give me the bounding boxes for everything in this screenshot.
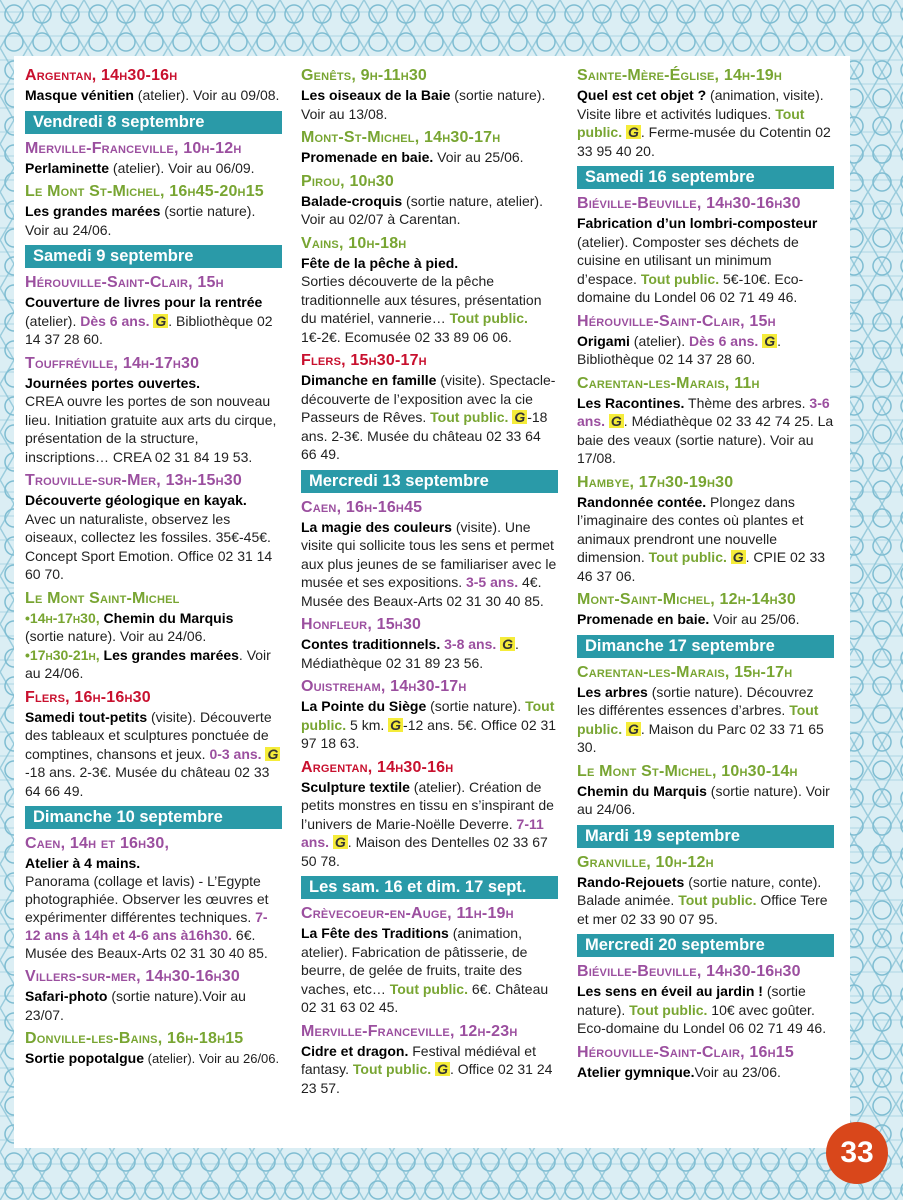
event-description: (atelier). — [25, 312, 81, 329]
event-description: Voir au 23/06. — [694, 1063, 781, 1080]
tout-public-label: Tout public. — [352, 1061, 432, 1077]
event-description: -18 ans. 2-3€. Musée du château 02 33 64 66 49. — [301, 409, 548, 462]
event-title: Perlaminette — [25, 159, 110, 176]
event-title: Dimanche en famille — [301, 372, 437, 388]
event-entry — [301, 1042, 558, 1098]
event-time: •14h-17h30, — [25, 609, 100, 626]
event-description: (sortie nature). Découvrez les différentes essences d’arbres. — [577, 683, 814, 718]
tout-public-label: Tout public. — [577, 702, 819, 737]
event-description: Voir au 25/06. — [709, 611, 800, 627]
event-title: Atelier à 4 mains. — [25, 855, 141, 871]
event-entry — [577, 1063, 834, 1082]
event-title: Les grandes marées — [25, 203, 161, 219]
event-city: Villers-sur-mer, 14h30-16h30 — [25, 968, 241, 985]
gratuit-badge: G — [502, 636, 514, 652]
age-range-label: Dès 6 ans. — [80, 312, 150, 329]
gratuit-badge: G — [732, 549, 744, 565]
event-entry — [577, 683, 834, 757]
event-description: Plongez dans l’imaginaire des contes où plantes et animaux prendront une nouvelle dimension. — [577, 493, 804, 565]
event-description: 10€ avec goûter. Eco-domaine du Londel 06 02 71 49 46. — [577, 1001, 827, 1036]
event-city: Granville, 10h-12h — [577, 853, 714, 871]
event-title: Balade-croquis — [301, 192, 403, 209]
event-entry — [25, 708, 282, 801]
event-description: (atelier). Composter ses déchets de cuisine en utilisant un minimum d’espace. — [577, 233, 799, 287]
gratuit-badge: G — [267, 745, 279, 762]
event-description: (sortie nature). Voir au 13/08. — [301, 87, 546, 122]
day-header: Samedi 16 septembre — [577, 166, 834, 189]
event-description: CREA ouvre les portes de son nouveau lieu. Initiation gratuite aux arts du cirque, présentation de la structure, inscriptions… CREA 02 31 84 19 53. — [25, 393, 277, 465]
event-description: (visite). Une visite qui sollicite tous les sens et permet aux plus jeunes de se familiariser avec le musée et ses expositions. — [301, 518, 557, 590]
event-city: Merville-Franceville, 12h-23h — [301, 1022, 518, 1040]
gratuit-badge: G — [764, 332, 776, 349]
event-city: Flers, 15h30-17h — [301, 352, 427, 369]
event-title: Chemin du Marquis — [577, 782, 707, 799]
event-entry — [25, 987, 282, 1024]
event-description: 1€-2€. Ecomusée 02 33 89 06 06. — [301, 328, 512, 345]
event-description: (atelier). Voir au 09/08. — [133, 87, 280, 103]
event-description: Panorama (collage et lavis) - L’Egypte photographiée. Observer les œuvres et expérimenter différentes techniques. — [25, 873, 269, 925]
event-description: (sortie nature, conte). Balade animée. — [577, 873, 822, 908]
event-title: Couverture de livres pour la rentrée — [25, 294, 263, 310]
event-entry — [577, 86, 834, 160]
event-city: Trouville-sur-Mer, 13h-15h30 — [25, 472, 242, 489]
event-title: Fabrication d’un lombri-composteur — [577, 215, 818, 231]
event-title: Les Racontines. — [577, 394, 685, 411]
event-city: Hambye, 17h30-19h30 — [577, 473, 734, 491]
day-header: Mercredi 13 septembre — [301, 470, 558, 493]
tout-public-label: Tout public. — [430, 409, 509, 425]
event-title: Randonnée contée. — [577, 493, 707, 510]
age-range-label: 3-6 ans. — [577, 394, 830, 429]
event-city: Vains, 10h-18h — [301, 234, 407, 252]
event-city: Carentan-les-Marais, 15h-17h — [577, 663, 793, 681]
event-city: Flers, 16h-16h30 — [25, 688, 151, 706]
age-range-label: 7-12 ans à 14h et 4-6 ans à16h30. — [25, 909, 268, 943]
event-title: La magie des couleurs — [301, 518, 452, 535]
event-entry — [25, 374, 282, 467]
tout-public-label: Tout public. — [389, 980, 468, 997]
day-header: Mercredi 20 septembre — [577, 934, 834, 957]
event-entry — [577, 214, 834, 307]
event-city: Caen, 16h-16h45 — [301, 498, 423, 516]
event-description: (atelier). — [629, 332, 690, 349]
event-title: Les sens en éveil au jardin ! — [577, 983, 763, 999]
event-entry — [301, 86, 558, 123]
day-header: Dimanche 17 septembre — [577, 635, 834, 658]
event-description: (sortie nature). — [426, 698, 526, 714]
event-city: Hérouville-Saint-Clair, 15h — [577, 312, 776, 330]
event-description: (atelier). Voir au 06/09. — [109, 159, 255, 176]
column-1 — [25, 66, 282, 1069]
event-title: Les oiseaux de la Baie — [301, 87, 451, 103]
column-2 — [301, 66, 558, 1097]
event-entry — [577, 394, 834, 468]
age-range-label: 0-3 ans. — [209, 745, 262, 762]
event-description: (animation, atelier). Fabrication de pâtisserie, de beurre, de gelée de fruits, traite des vaches, etc… — [301, 925, 528, 997]
day-header: Dimanche 10 septembre — [25, 806, 282, 829]
event-entry — [301, 518, 558, 611]
event-title: Atelier gymnique. — [577, 1063, 695, 1080]
event-title: Samedi tout-petits — [25, 708, 148, 725]
event-city: Biéville-Beuville, 14h30-16h30 — [577, 963, 801, 980]
event-description: . Voir au 24/06. — [25, 646, 271, 681]
event-description: Thème des arbres. — [684, 394, 810, 411]
event-description: . Bibliothèque 02 14 37 28 60. — [25, 312, 273, 347]
event-description: -12 ans. 5€. Office 02 31 97 18 63. — [301, 716, 557, 751]
gratuit-badge: G — [334, 834, 346, 850]
event-city: Honfleur, 15h30 — [301, 616, 422, 633]
event-description: (animation, visite). Visite libre et activités ludiques. — [577, 87, 824, 122]
event-title: Les arbres — [577, 683, 648, 700]
event-entry — [577, 982, 834, 1038]
age-range-label: 7-11 ans. — [301, 815, 544, 850]
event-title: Journées portes ouvertes. — [25, 374, 201, 391]
event-city: Genêts, 9h-11h30 — [301, 67, 428, 84]
event-title: Cidre et dragon. — [301, 1042, 409, 1059]
event-description: . Ferme-musée du Cotentin 02 33 95 40 20. — [577, 124, 831, 159]
event-entry — [301, 254, 558, 347]
event-title: Safari-photo — [25, 988, 108, 1004]
event-description: 5 km. — [346, 716, 389, 733]
event-description: (sortie nature). Voir au 24/06. — [25, 203, 256, 238]
gratuit-badge: G — [628, 720, 639, 737]
event-description: Avec un naturaliste, observez les oiseaux, collectez les fossiles. 35€-45€. Concept Sport Emotion. Office 02 31 14 60 70. — [25, 510, 273, 582]
event-entry — [577, 610, 834, 629]
tout-public-label: Tout public. — [678, 892, 757, 908]
event-city: Crèvecoeur-en-Auge, 11h-19h — [301, 905, 514, 922]
event-entry — [301, 635, 558, 672]
event-description: . Maison des Dentelles 02 33 67 50 78. — [301, 834, 548, 869]
day-header: Les sam. 16 et dim. 17 sept. — [301, 876, 558, 899]
event-city: Argentan, 14h30-16h — [301, 758, 454, 776]
event-description: Sorties découverte de la pêche traditionnelle aux tésures, présentation du matériel, vannerie… — [301, 273, 542, 326]
event-title: Masque vénitien — [25, 87, 134, 103]
tout-public-label: Tout public. — [629, 1001, 708, 1018]
event-entry — [301, 371, 558, 464]
gratuit-badge: G — [390, 716, 402, 733]
event-city: Biéville-Beuville, 14h30-16h30 — [577, 195, 801, 212]
event-title: Contes traditionnels. — [301, 636, 441, 652]
event-city: Ouistreham, 14h30-17h — [301, 678, 467, 695]
age-range-label: 3-8 ans. — [440, 636, 497, 652]
event-description: (sortie nature).Voir au 23/07. — [25, 988, 246, 1023]
event-city: Mont-St-Michel, 14h30-17h — [301, 129, 501, 146]
event-description: . Médiathèque 02 33 42 74 25. La baie des veaux (sortie nature). Voir au 17/08. — [577, 413, 834, 466]
event-entry — [25, 1049, 282, 1069]
event-description: . Médiathèque 02 31 89 23 56. — [301, 636, 519, 671]
event-description: (visite). Spectacle-découverte de l’exposition avec la cie Passeurs de Rêves. — [301, 372, 556, 425]
event-entry — [25, 854, 282, 962]
event-entry — [25, 609, 282, 683]
event-title: Chemin du Marquis — [99, 609, 234, 626]
event-title: Sculpture textile — [301, 778, 410, 795]
event-city: Donville-les-Bains, 16h-18h15 — [25, 1030, 244, 1047]
event-title: Origami — [577, 332, 630, 349]
event-title: La Pointe du Siège — [301, 698, 427, 714]
tout-public-label: Tout public. — [640, 270, 720, 287]
gratuit-badge: G — [628, 124, 639, 140]
event-description: . Maison du Parc 02 33 71 65 30. — [577, 720, 824, 755]
event-description: 4€. Musée des Beaux-Arts 02 31 30 40 85. — [301, 574, 544, 609]
day-header: Mardi 19 septembre — [577, 825, 834, 848]
event-city: Mont-Saint-Michel, 12h-14h30 — [577, 591, 796, 608]
event-description: (atelier). Voir au 26/06. — [144, 1051, 280, 1066]
event-description: . CPIE 02 33 46 37 06. — [577, 549, 826, 584]
event-entry — [577, 873, 834, 929]
event-description: (sortie nature). Voir au 24/06. — [25, 628, 207, 644]
age-range-label: Dès 6 ans. — [689, 332, 759, 349]
event-description: (sortie nature). — [577, 983, 806, 1018]
event-city: Le Mont St-Michel, 10h30-14h — [577, 762, 798, 780]
event-entry — [301, 148, 558, 167]
gratuit-badge: G — [437, 1061, 448, 1077]
event-description: (atelier). Création de petits monstres en tissu en s’inspirant de l’univers de Marie-Noëlle Deverre. — [301, 778, 554, 832]
event-title: Les grandes marées — [99, 646, 239, 663]
event-entry — [577, 493, 834, 586]
event-description: (sortie nature, atelier). Voir au 02/07 à Carentan. — [301, 192, 543, 227]
event-title: Promenade en baie. — [301, 149, 434, 165]
event-title: Sortie popotalgue — [25, 1050, 144, 1066]
age-range-label: 3-5 ans. — [465, 574, 519, 590]
event-city: Hérouville-Saint-Clair, 16h15 — [577, 1043, 794, 1061]
event-description: (visite). Découverte des tableaux et sculptures ponctuée de comptines, chansons et jeux. — [25, 708, 272, 762]
event-description: Voir au 25/06. — [433, 149, 524, 165]
gratuit-badge: G — [514, 409, 526, 425]
event-city: Pirou, 10h30 — [301, 172, 395, 190]
day-header: Vendredi 8 septembre — [25, 111, 282, 134]
event-title: Quel est cet objet ? — [577, 87, 707, 103]
event-entry — [301, 924, 558, 1017]
event-title: Promenade en baie. — [577, 611, 710, 627]
event-title: Découverte géologique en kayak. — [25, 492, 247, 508]
event-description: (sortie nature). Voir au 24/06. — [577, 782, 830, 817]
event-description: -18 ans. 2-3€. Musée du château 02 33 64 66 49. — [25, 764, 270, 799]
event-city: Le Mont St-Michel, 16h45-20h15 — [25, 183, 264, 200]
gratuit-badge: G — [610, 413, 622, 429]
event-description: . Bibliothèque 02 14 37 28 60. — [577, 332, 781, 367]
event-entry — [301, 697, 558, 753]
tout-public-label: Tout public. — [449, 310, 528, 326]
event-description: 6€. Château 02 31 63 02 45. — [301, 980, 549, 1015]
event-description: 6€. Musée des Beaux-Arts 02 31 30 40 85. — [25, 927, 268, 961]
event-city: Caen, 14h et 16h30, — [25, 835, 170, 852]
gratuit-badge: G — [155, 312, 167, 329]
event-description: Office Tere et mer 02 33 90 07 95. — [577, 892, 828, 927]
event-city: Sainte-Mère-Église, 14h-19h — [577, 67, 783, 84]
tout-public-label: Tout public. — [577, 105, 805, 140]
event-entry — [577, 332, 834, 369]
event-entry — [577, 782, 834, 819]
event-entry — [25, 159, 282, 178]
event-city: Carentan-les-Marais, 11h — [577, 374, 760, 392]
event-entry — [301, 778, 558, 871]
event-entry — [25, 202, 282, 239]
event-entry — [25, 86, 282, 105]
event-time: •17h30-21h, — [25, 646, 100, 663]
event-title: Fête de la pêche à pied. — [301, 254, 459, 271]
event-description: 5€-10€. Eco-domaine du Londel 06 02 71 49 46. — [577, 270, 804, 305]
event-city: Le Mont Saint-Michel — [25, 589, 180, 607]
event-city: Touffréville, 14h-17h30 — [25, 354, 200, 372]
event-city: Argentan, 14h30-16h — [25, 67, 178, 84]
column-3 — [577, 66, 834, 1081]
day-header: Samedi 9 septembre — [25, 245, 282, 268]
event-entry — [301, 192, 558, 229]
event-entry — [25, 491, 282, 584]
event-city: Merville-Franceville, 10h-12h — [25, 139, 242, 157]
tout-public-label: Tout public. — [648, 549, 727, 565]
event-title: La Fête des Traditions — [301, 925, 449, 941]
event-description: . Office 02 31 24 23 57. — [301, 1061, 553, 1096]
event-city: Hérouville-Saint-Clair, 15h — [25, 274, 224, 291]
event-description: Festival médiéval et fantasy. — [301, 1042, 536, 1077]
page-number-badge: 33 — [826, 1122, 888, 1184]
tout-public-label: Tout public. — [301, 698, 555, 733]
event-entry — [25, 293, 282, 349]
event-title: Rando-Rejouets — [577, 873, 685, 890]
